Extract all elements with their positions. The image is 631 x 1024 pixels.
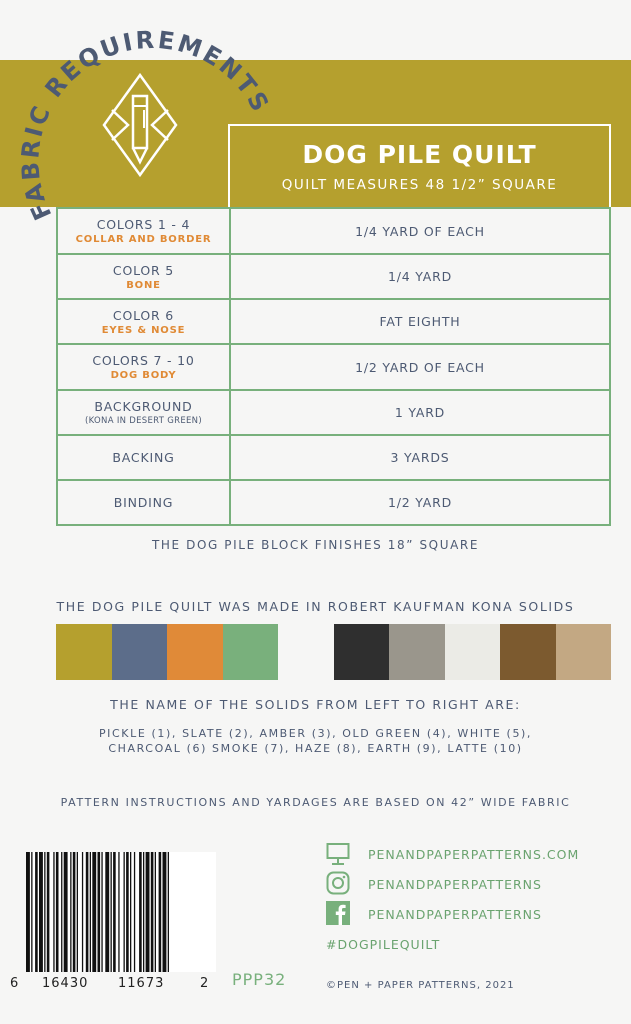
barcode-digits-4: 2	[200, 976, 210, 991]
requirement-label: COLOR 6	[112, 307, 175, 323]
block-note: THE DOG PILE BLOCK FINISHES 18” SQUARE	[151, 538, 480, 552]
requirement-label-cell	[57, 390, 230, 435]
requirement-label: COLOR 5	[112, 262, 175, 278]
requirement-amount: 3 YARDS	[230, 435, 610, 480]
barcode-bar	[118, 852, 119, 972]
barcode-bar	[168, 852, 169, 972]
requirement-amount: 1 YARD	[230, 390, 610, 435]
barcode-bar	[35, 852, 38, 972]
requirement-sublabel: BONE	[126, 279, 161, 291]
instagram-link[interactable]: PENANDPAPERPATTERNS	[368, 877, 542, 892]
barcode-bar	[163, 852, 167, 972]
requirement-label-cell	[57, 344, 230, 390]
barcode-bar	[159, 852, 162, 972]
requirement-row	[57, 390, 610, 435]
barcode-bar	[26, 852, 30, 972]
color-swatches	[56, 624, 611, 680]
color-swatch-9	[500, 624, 556, 680]
color-swatch-6	[334, 624, 390, 680]
page-subtitle: QUILT MEASURES 48 1/2” SQUARE	[281, 177, 558, 193]
requirement-note: (KONA IN DESERT GREEN)	[85, 416, 202, 426]
monitor-icon	[326, 842, 350, 866]
barcode-digits-3: 11673	[118, 976, 165, 991]
page-title: DOG PILE QUILT	[302, 140, 537, 169]
requirement-row	[57, 344, 610, 390]
hashtag: #DOGPILEQUILT	[326, 937, 441, 952]
color-swatch-8	[445, 624, 501, 680]
requirement-row	[57, 480, 610, 525]
barcode-bar	[86, 852, 89, 972]
requirement-label-cell	[57, 299, 230, 344]
requirement-label: BINDING	[113, 495, 174, 510]
requirement-sublabel: COLLAR AND BORDER	[75, 234, 212, 245]
requirement-label: COLORS 7 - 10	[92, 353, 195, 368]
barcode-bar	[124, 852, 125, 972]
barcode-bar	[105, 852, 109, 972]
sku: PPP32	[232, 970, 287, 989]
barcode-bar	[143, 852, 144, 972]
barcode-digits-2: 16430	[42, 976, 89, 991]
instagram-icon	[326, 871, 350, 895]
facebook-link[interactable]: PENANDPAPERPATTERNS	[368, 907, 542, 922]
color-swatch-2	[112, 624, 168, 680]
requirement-amount: FAT EIGHTH	[230, 299, 610, 344]
barcode-bar	[56, 852, 59, 972]
requirement-sublabel: DOG BODY	[110, 370, 177, 381]
barcode-bar	[90, 852, 91, 972]
barcode-bar	[61, 852, 62, 972]
barcode-bar	[92, 852, 96, 972]
barcode-bar	[44, 852, 45, 972]
requirement-amount: 1/4 YARD OF EACH	[230, 208, 610, 254]
copyright: ©PEN + PAPER PATTERNS, 2021	[326, 980, 515, 991]
barcode-bar	[31, 852, 32, 972]
fabric-note: PATTERN INSTRUCTIONS AND YARDAGES ARE BASED ON 42” WIDE FABRIC	[60, 796, 571, 809]
requirement-row	[57, 254, 610, 299]
requirement-label-cell	[57, 254, 230, 299]
barcode-bar	[134, 852, 135, 972]
color-swatch-1	[56, 624, 112, 680]
requirement-label: BACKING	[112, 450, 175, 465]
website-link[interactable]: PENANDPAPERPATTERNS.COM	[368, 847, 580, 862]
color-swatch-10	[556, 624, 612, 680]
requirement-sublabel: EYES & NOSE	[101, 324, 186, 336]
barcode-bar	[47, 852, 50, 972]
barcode-bar	[53, 852, 54, 972]
barcode-bar	[151, 852, 154, 972]
names-heading: THE NAME OF THE SOLIDS FROM LEFT TO RIGHT ARE:	[110, 697, 521, 712]
requirement-amount: 1/2 YARD OF EACH	[230, 344, 610, 390]
barcode-digits-1: 6	[10, 976, 20, 991]
barcode-bar	[111, 852, 112, 972]
barcode-bar	[126, 852, 129, 972]
requirement-label-cell	[57, 208, 230, 254]
barcode-bar	[64, 852, 68, 972]
names-line-2: CHARCOAL (6) SMOKE (7), HAZE (8), EARTH (9), LATTE (10)	[108, 742, 523, 755]
arc-title-text: FABRIC REQUIREMENTS	[16, 25, 276, 225]
barcode-bar	[82, 852, 83, 972]
barcode-bar	[39, 852, 43, 972]
barcode-bar	[130, 852, 131, 972]
barcode-bar	[139, 852, 142, 972]
color-swatch-7	[389, 624, 445, 680]
requirement-row	[57, 208, 610, 254]
requirement-label: COLORS 1 - 4	[96, 217, 191, 232]
requirement-amount: 1/2 YARD	[230, 480, 610, 525]
solids-heading: THE DOG PILE QUILT WAS MADE IN ROBERT KAUFMAN KONA SOLIDS	[56, 599, 575, 614]
pen-paper-logo-icon	[100, 70, 180, 180]
barcode-bar	[70, 852, 71, 972]
requirement-row	[57, 435, 610, 480]
requirement-label-cell	[57, 480, 230, 525]
fabric-requirements-table	[56, 207, 611, 526]
requirement-row	[57, 299, 610, 344]
barcode-bar	[73, 852, 76, 972]
title-box	[228, 124, 611, 208]
barcode	[26, 852, 216, 972]
barcode-bar	[155, 852, 156, 972]
barcode-bar	[146, 852, 150, 972]
facebook-icon	[326, 901, 350, 925]
names-line-1: PICKLE (1), SLATE (2), AMBER (3), OLD GREEN (4), WHITE (5),	[98, 727, 533, 740]
barcode-bar	[98, 852, 101, 972]
barcode-bar	[113, 852, 116, 972]
barcode-bar	[101, 852, 102, 972]
color-swatch-4	[223, 624, 279, 680]
requirement-amount: 1/4 YARD	[230, 254, 610, 299]
barcode-bar	[77, 852, 78, 972]
color-swatch-5	[278, 624, 334, 680]
requirement-label-cell	[57, 435, 230, 480]
requirement-label: BACKGROUND	[94, 399, 193, 414]
color-swatch-3	[167, 624, 223, 680]
